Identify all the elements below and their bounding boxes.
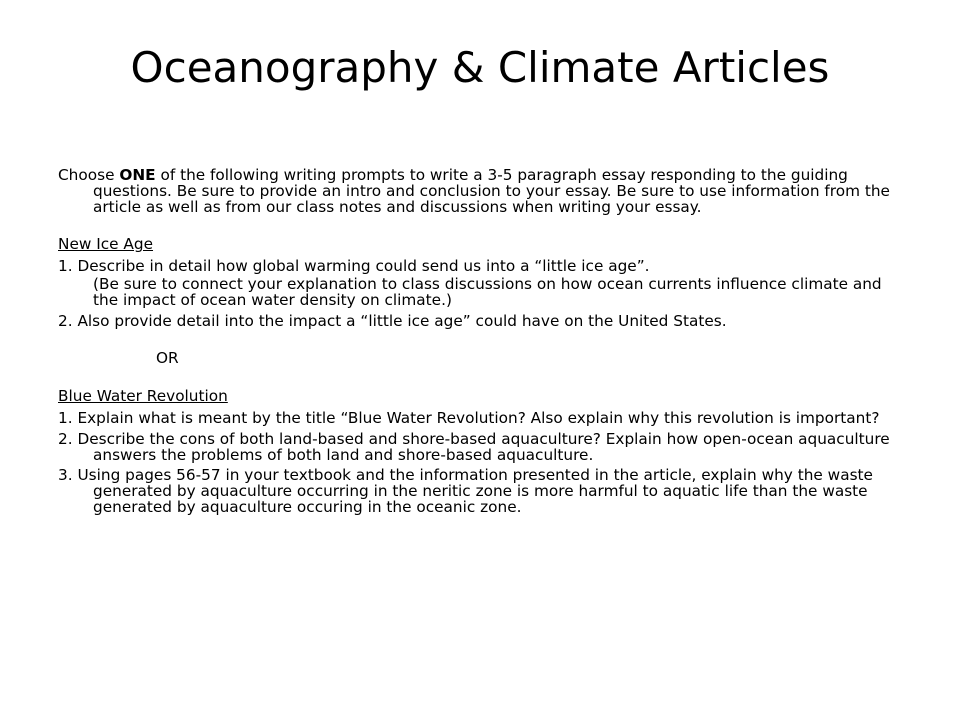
blue-water-question-2: 2. Describe the cons of both land-based and shore-based aquaculture? Explain how open-ocean aquaculture answers the problems of both land and shore-based aquaculture.	[58, 429, 890, 464]
section-heading-blue-water-revolution: Blue Water Revolution	[58, 387, 228, 406]
page-title: Oceanography & Climate Articles	[130, 43, 830, 92]
intro-text-rest: of the following writing prompts to write a 3-5 paragraph essay responding to the guiding questions. Be sure to provide an intro and conclusion to your essay. Be sure to use information from the article as well as from our class notes and discussions when writing your essay.	[93, 166, 890, 216]
intro-emphasis: ONE	[119, 166, 156, 184]
slide-body	[58, 168, 904, 521]
blue-water-question-3: 3. Using pages 56-57 in your textbook and the information presented in the article, explain why the waste generated by aquaculture occurring in the neritic zone is more harmful to aquatic life than the waste generated by aquaculture occuring in the oceanic zone.	[58, 466, 873, 516]
intro-text-start: Choose	[58, 166, 120, 184]
or-separator: OR	[156, 349, 179, 368]
new-ice-age-question-1-note: (Be sure to connect your explanation to class discussions on how ocean currents influence climate and the impact of ocean water density on climate.)	[93, 274, 882, 309]
intro-paragraph	[58, 168, 904, 215]
new-ice-age-question-1: 1. Describe in detail how global warming could send us into a “little ice age”.	[58, 257, 650, 276]
new-ice-age-question-2: 2. Also provide detail into the impact a “little ice age” could have on the United States.	[58, 311, 727, 330]
section-heading-new-ice-age: New Ice Age	[58, 235, 154, 254]
blue-water-question-1: 1. Explain what is meant by the title “Blue Water Revolution? Also explain why this revolution is important?	[58, 408, 880, 427]
